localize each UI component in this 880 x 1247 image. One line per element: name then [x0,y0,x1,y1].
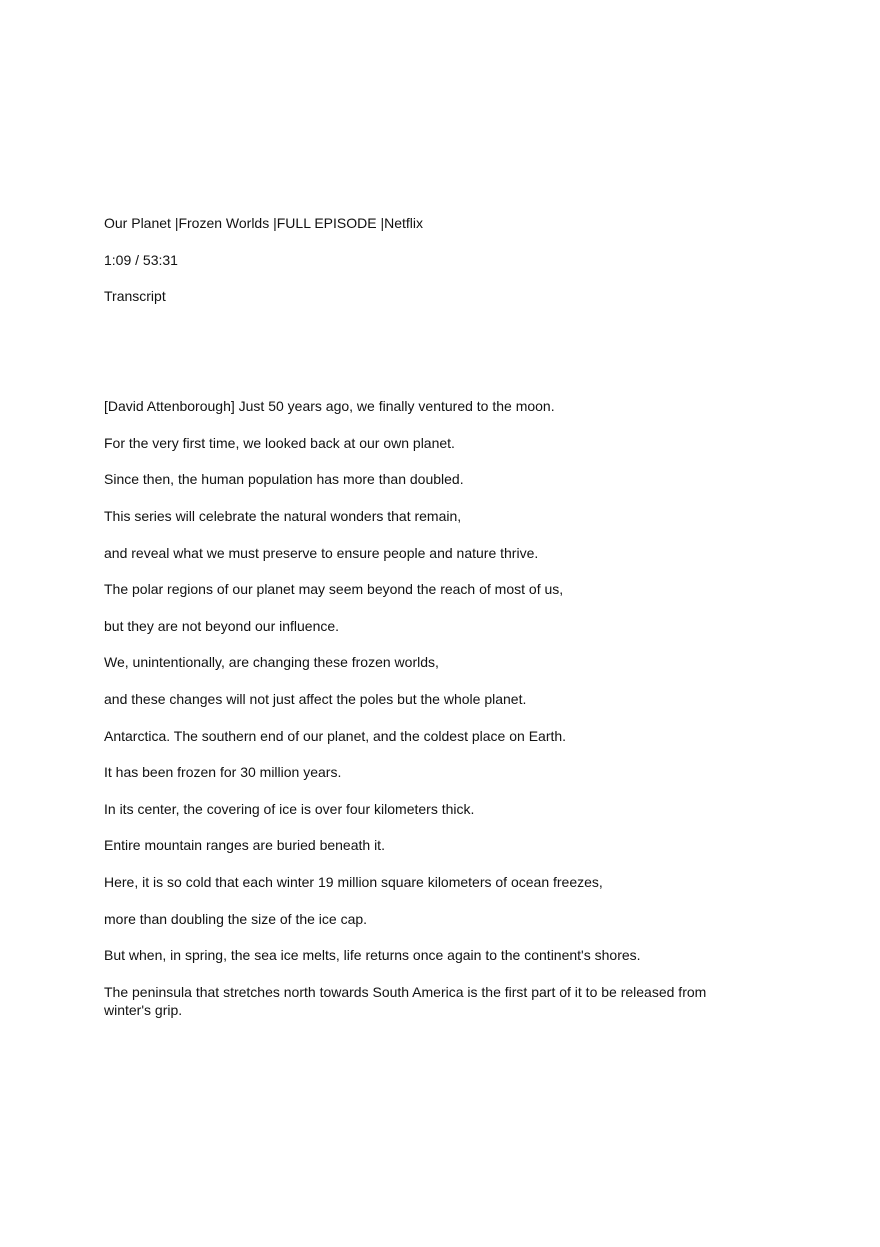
transcript-line: For the very first time, we looked back at our own planet. [104,434,455,451]
transcript-line: but they are not beyond our influence. [104,617,340,634]
transcript-line: The peninsula that stretches north towards South America is the first part of it to be released from winter's grip. [104,983,707,1018]
transcript-line: and reveal what we must preserve to ensure people and nature thrive. [104,544,539,561]
transcript-line: Here, it is so cold that each winter 19 million square kilometers of ocean freezes, [104,873,603,890]
transcript-line: This series will celebrate the natural wonders that remain, [104,507,462,524]
video-title: Our Planet |Frozen Worlds |FULL EPISODE |Netflix [104,215,424,231]
transcript-line: The polar regions of our planet may seem beyond the reach of most of us, [104,581,564,598]
section-heading: Transcript [104,288,166,305]
transcript-line: We, unintentionally, are changing these frozen worlds, [104,654,439,671]
transcript-line: Antarctica. The southern end of our planet, and the coldest place on Earth. [104,727,567,744]
transcript-line: Entire mountain ranges are buried beneath it. [104,837,385,854]
document-header [104,214,754,305]
transcript-line: more than doubling the size of the ice cap. [104,910,368,927]
transcript-line: In its center, the covering of ice is over four kilometers thick. [104,800,475,817]
transcript-line: But when, in spring, the sea ice melts, life returns once again to the continent's shores. [104,947,641,964]
video-timestamp: 1:09 / 53:31 [104,251,178,268]
document-page [104,214,754,1037]
transcript-line: Since then, the human population has more than doubled. [104,471,464,488]
transcript-line: [David Attenborough] Just 50 years ago, we finally ventured to the moon. [104,398,555,415]
transcript-body [104,397,754,1019]
transcript-line: It has been frozen for 30 million years. [104,764,342,781]
transcript-line: and these changes will not just affect the poles but the whole planet. [104,690,527,707]
